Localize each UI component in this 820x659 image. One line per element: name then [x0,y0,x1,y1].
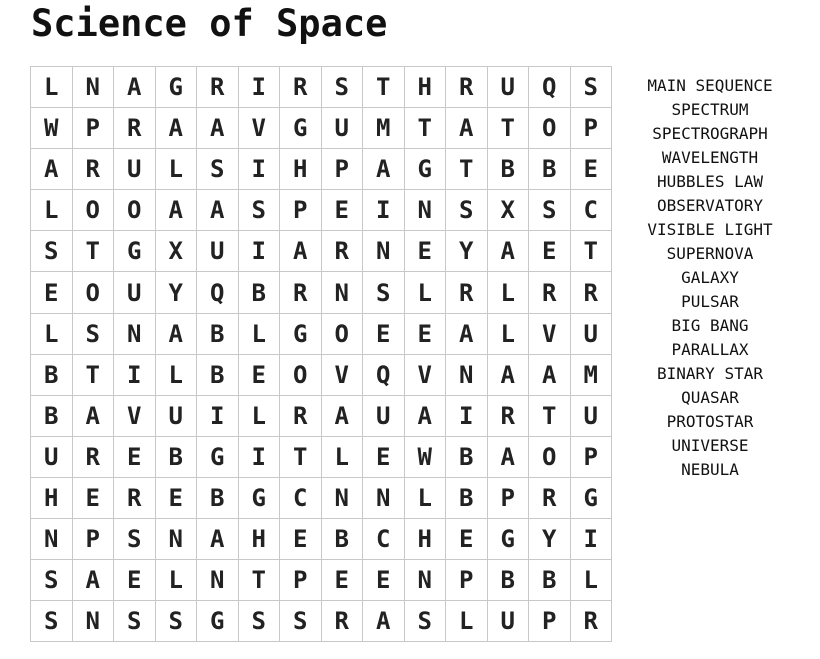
grid-cell[interactable]: R [73,149,115,190]
grid-cell[interactable]: I [363,190,405,231]
grid-cell[interactable]: B [197,355,239,396]
grid-cell[interactable]: R [280,272,322,313]
grid-cell[interactable]: P [571,437,613,478]
grid-cell[interactable]: N [156,519,198,560]
word-list-item: PROTOSTAR [666,412,754,431]
grid-cell[interactable]: L [31,67,73,108]
grid-cell[interactable]: P [529,601,571,642]
grid-cell[interactable]: R [529,272,571,313]
grid-cell[interactable]: T [363,67,405,108]
grid-cell[interactable]: H [280,149,322,190]
grid-cell[interactable]: A [488,355,530,396]
grid-cell[interactable]: B [31,396,73,437]
grid-cell[interactable]: L [446,601,488,642]
grid-cell[interactable]: R [322,231,364,272]
grid-cell[interactable]: P [280,190,322,231]
grid-cell[interactable]: B [446,478,488,519]
grid-cell[interactable]: T [529,396,571,437]
grid-cell[interactable]: P [73,519,115,560]
grid-cell[interactable]: C [363,519,405,560]
grid-cell[interactable]: U [488,601,530,642]
grid-cell[interactable]: I [239,149,281,190]
grid-cell[interactable]: V [239,108,281,149]
grid-cell[interactable]: P [280,560,322,601]
grid-cell[interactable]: I [239,437,281,478]
grid-cell[interactable]: R [322,601,364,642]
grid-cell[interactable]: V [405,355,447,396]
word-list-item: WAVELENGTH [661,148,759,167]
grid-cell[interactable]: I [446,396,488,437]
grid-cell[interactable]: U [114,149,156,190]
grid-cell[interactable]: A [529,355,571,396]
grid-cell[interactable]: B [488,149,530,190]
grid-cell[interactable]: L [405,272,447,313]
grid-cell[interactable]: G [571,478,613,519]
grid-cell[interactable]: O [529,437,571,478]
grid-cell[interactable]: W [405,437,447,478]
grid-cell[interactable]: P [446,560,488,601]
grid-cell[interactable]: A [197,108,239,149]
grid-cell[interactable]: N [73,67,115,108]
grid-cell[interactable]: G [114,231,156,272]
grid-cell[interactable]: N [31,519,73,560]
grid-cell[interactable]: X [488,190,530,231]
grid-cell[interactable]: A [405,396,447,437]
grid-cell[interactable]: G [197,601,239,642]
grid-cell[interactable]: L [239,396,281,437]
grid-cell[interactable]: L [31,314,73,355]
grid-cell[interactable]: V [114,396,156,437]
grid-cell[interactable]: S [239,190,281,231]
grid-cell[interactable]: L [239,314,281,355]
grid-cell[interactable]: A [197,519,239,560]
grid-cell[interactable]: E [363,560,405,601]
grid-cell[interactable]: H [239,519,281,560]
grid-cell[interactable]: N [405,560,447,601]
grid-cell[interactable]: Q [529,67,571,108]
grid-cell[interactable]: H [405,67,447,108]
grid-cell[interactable]: T [73,355,115,396]
grid-cell[interactable]: G [156,67,198,108]
grid-cell[interactable]: E [529,231,571,272]
grid-cell[interactable]: R [446,272,488,313]
grid-cell[interactable]: A [156,108,198,149]
grid-cell[interactable]: U [571,314,613,355]
grid-cell[interactable]: A [197,190,239,231]
grid-cell[interactable]: X [156,231,198,272]
grid-cell[interactable]: M [571,355,613,396]
grid-cell[interactable]: I [239,231,281,272]
grid-cell[interactable]: B [322,519,364,560]
grid-cell[interactable]: R [571,601,613,642]
grid-cell[interactable]: O [114,190,156,231]
grid-cell[interactable]: T [405,108,447,149]
grid-cell[interactable]: Y [529,519,571,560]
grid-cell[interactable]: N [114,314,156,355]
grid-cell[interactable]: U [156,396,198,437]
grid-cell[interactable]: L [31,190,73,231]
grid-cell[interactable]: U [571,396,613,437]
word-list-item: OBSERVATORY [657,196,763,215]
grid-cell[interactable]: E [571,149,613,190]
grid-cell[interactable]: N [363,231,405,272]
grid-cell[interactable]: Q [197,272,239,313]
grid-cell[interactable]: I [197,396,239,437]
grid-cell[interactable]: S [280,601,322,642]
grid-cell[interactable]: U [114,272,156,313]
grid-cell[interactable]: I [571,519,613,560]
puzzle-title: Science of Space [31,2,388,45]
grid-cell[interactable]: P [322,149,364,190]
grid-cell[interactable]: A [73,396,115,437]
word-list-item: GALAXY [681,268,739,287]
grid-cell[interactable]: A [73,560,115,601]
grid-cell[interactable]: L [156,149,198,190]
grid-cell[interactable]: V [322,355,364,396]
grid-cell[interactable]: S [114,519,156,560]
word-list-item: BINARY STAR [657,364,763,383]
grid-cell[interactable]: C [571,190,613,231]
grid-cell[interactable]: E [363,437,405,478]
word-list-item: PARALLAX [671,340,749,359]
grid-cell[interactable]: G [280,108,322,149]
grid-cell[interactable]: V [529,314,571,355]
grid-cell[interactable]: E [239,355,281,396]
grid-cell[interactable]: R [529,478,571,519]
grid-cell[interactable]: S [31,601,73,642]
grid-cell[interactable]: M [363,108,405,149]
grid-cell[interactable]: S [571,67,613,108]
grid-cell[interactable]: B [31,355,73,396]
grid-cell[interactable]: A [488,231,530,272]
grid-cell[interactable]: P [571,108,613,149]
grid-cell[interactable]: E [73,478,115,519]
word-list-item: HUBBLES LAW [657,172,763,191]
grid-cell[interactable]: L [156,355,198,396]
grid-cell[interactable]: O [73,190,115,231]
letter-grid[interactable] [30,66,612,642]
grid-cell[interactable]: O [280,355,322,396]
grid-cell[interactable]: H [405,519,447,560]
grid-cell[interactable]: S [529,190,571,231]
grid-cell[interactable]: E [114,437,156,478]
grid-cell[interactable]: S [114,601,156,642]
grid-cell[interactable]: Y [446,231,488,272]
grid-cell[interactable]: B [239,272,281,313]
grid-cell[interactable]: E [114,560,156,601]
word-list-item: NEBULA [681,460,739,479]
grid-cell[interactable]: P [73,108,115,149]
grid-cell[interactable]: E [322,190,364,231]
grid-cell[interactable]: R [446,67,488,108]
grid-cell[interactable]: L [488,314,530,355]
grid-cell[interactable]: E [405,314,447,355]
word-list-item: VISIBLE LIGHT [647,220,773,239]
grid-cell[interactable]: U [488,67,530,108]
grid-cell[interactable]: W [31,108,73,149]
grid-cell[interactable]: R [114,478,156,519]
grid-cell[interactable]: S [322,67,364,108]
grid-cell[interactable]: L [322,437,364,478]
grid-cell[interactable]: B [197,314,239,355]
grid-cell[interactable]: E [31,272,73,313]
grid-cell[interactable]: A [280,231,322,272]
grid-cell[interactable]: T [280,437,322,478]
grid-cell[interactable]: A [363,601,405,642]
grid-cell[interactable]: R [571,272,613,313]
grid-cell[interactable]: L [405,478,447,519]
grid-cell[interactable]: G [280,314,322,355]
grid-cell[interactable]: O [322,314,364,355]
grid-cell[interactable]: N [405,190,447,231]
word-list [630,74,790,482]
word-list-item: UNIVERSE [671,436,749,455]
grid-cell[interactable]: S [156,601,198,642]
grid-cell[interactable]: T [239,560,281,601]
grid-cell[interactable]: T [73,231,115,272]
word-list-item: PULSAR [681,292,739,311]
grid-cell[interactable]: Y [156,272,198,313]
grid-cell[interactable]: U [31,437,73,478]
grid-cell[interactable]: A [322,396,364,437]
grid-cell[interactable]: B [197,478,239,519]
grid-cell[interactable]: S [31,231,73,272]
grid-cell[interactable]: S [31,560,73,601]
grid-cell[interactable]: S [405,601,447,642]
grid-cell[interactable]: B [488,560,530,601]
grid-cell[interactable]: N [73,601,115,642]
word-list-item: QUASAR [681,388,739,407]
grid-cell[interactable]: S [73,314,115,355]
grid-cell[interactable]: L [488,272,530,313]
grid-cell[interactable]: U [197,231,239,272]
grid-cell[interactable]: A [156,190,198,231]
grid-cell[interactable]: T [571,231,613,272]
grid-cell[interactable]: N [322,272,364,313]
grid-cell[interactable]: P [488,478,530,519]
grid-cell[interactable]: U [363,396,405,437]
word-list-item: MAIN SEQUENCE [647,76,773,95]
grid-cell[interactable]: N [197,560,239,601]
grid-cell[interactable]: N [322,478,364,519]
grid-cell[interactable]: T [488,108,530,149]
grid-cell[interactable]: A [488,437,530,478]
grid-cell[interactable]: R [488,396,530,437]
grid-cell[interactable]: A [156,314,198,355]
grid-cell[interactable]: A [114,67,156,108]
grid-cell[interactable]: E [280,519,322,560]
grid-cell[interactable]: R [197,67,239,108]
grid-cell[interactable]: I [114,355,156,396]
grid-cell[interactable]: G [405,149,447,190]
grid-cell[interactable]: R [280,396,322,437]
grid-cell[interactable]: N [363,478,405,519]
grid-cell[interactable]: N [446,355,488,396]
grid-cell[interactable]: S [446,190,488,231]
grid-cell[interactable]: H [31,478,73,519]
grid-cell[interactable]: A [446,314,488,355]
grid-cell[interactable]: E [405,231,447,272]
grid-cell[interactable]: I [239,67,281,108]
grid-cell[interactable]: B [446,437,488,478]
grid-cell[interactable]: S [197,149,239,190]
word-list-item: SPECTROGRAPH [652,124,768,143]
word-list-item: SPECTRUM [671,100,749,119]
grid-cell[interactable]: T [446,149,488,190]
grid-cell[interactable]: S [239,601,281,642]
grid-cell[interactable]: C [280,478,322,519]
grid-cell[interactable]: S [363,272,405,313]
grid-cell[interactable]: E [322,560,364,601]
grid-cell[interactable]: L [156,560,198,601]
grid-cell[interactable]: B [529,560,571,601]
grid-cell[interactable]: G [488,519,530,560]
grid-cell[interactable]: G [239,478,281,519]
grid-cell[interactable]: A [363,149,405,190]
word-list-item: BIG BANG [671,316,749,335]
grid-cell[interactable]: E [446,519,488,560]
grid-cell[interactable]: E [156,478,198,519]
grid-cell[interactable]: R [73,437,115,478]
grid-cell[interactable]: U [322,108,364,149]
grid-cell[interactable]: B [156,437,198,478]
grid-cell[interactable]: O [73,272,115,313]
grid-cell[interactable]: E [363,314,405,355]
grid-cell[interactable]: B [529,149,571,190]
grid-cell[interactable]: O [529,108,571,149]
grid-cell[interactable]: L [571,560,613,601]
grid-cell[interactable]: R [114,108,156,149]
grid-cell[interactable]: R [280,67,322,108]
grid-cell[interactable]: G [197,437,239,478]
word-list-item: SUPERNOVA [666,244,754,263]
grid-cell[interactable]: A [446,108,488,149]
grid-cell[interactable]: Q [363,355,405,396]
grid-cell[interactable]: A [31,149,73,190]
